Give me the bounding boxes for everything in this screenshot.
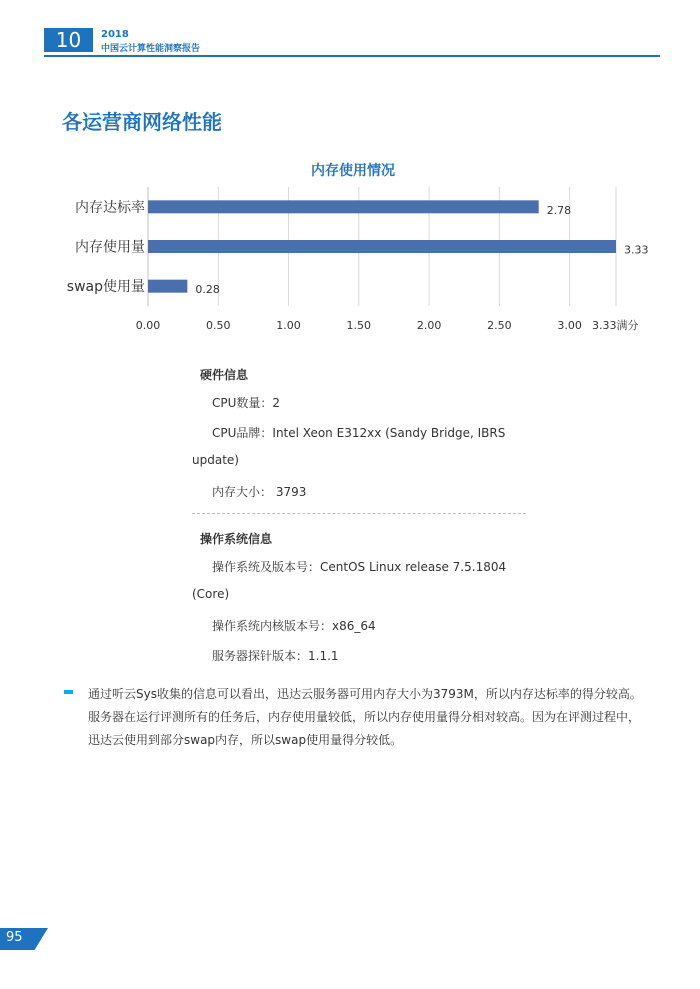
x-tick-label-1: 0.50 [206, 319, 231, 332]
header-section-number: 10 [55, 28, 82, 52]
kernel-version: 操作系统内核版本号：x86_64 [212, 619, 376, 633]
hardware-heading: 硬件信息 [200, 368, 249, 382]
x-tick-label-0: 0.00 [135, 319, 161, 332]
info-divider [192, 513, 526, 514]
x-tick-label-3: 1.50 [346, 319, 372, 332]
bullet-marker [64, 690, 73, 694]
memory-usage-chart [0, 0, 700, 340]
bar-0 [148, 200, 539, 213]
os-version-line2: (Core) [192, 587, 230, 601]
header-report-title: 中国云计算性能洞察报告 [101, 44, 201, 54]
probe-version: 服务器探针版本：1.1.1 [212, 649, 339, 663]
cpu-count: CPU数量：2 [212, 396, 281, 410]
os-version-line1: 操作系统及版本号：CentOS Linux release 7.5.1804 [212, 560, 507, 574]
value-label-2: 0.28 [195, 283, 220, 297]
category-label-1: 内存使用量 [75, 239, 145, 256]
summary-paragraph: 通过听云Sys收集的信息可以看出，迅达云服务器可用内存大小为3793M，所以内存达标率的得分较高。服务器在运行评测所有的任务后，内存使用量较低，所以内存使用量得分相对较高。因为在评测过程中，迅达云使用到部分swap内存，所以swap使用量得分较低。 [88, 687, 642, 747]
x-tick-label-4: 2.00 [416, 319, 442, 332]
x-tick-label-7: 3.33满分 [592, 319, 639, 332]
cpu-brand-line2: update) [192, 453, 239, 467]
memory-size: 内存大小： 3793 [212, 485, 307, 499]
x-tick-label-2: 1.00 [276, 319, 301, 332]
x-tick-label-5: 2.50 [487, 319, 512, 332]
x-tick-label-6: 3.00 [557, 319, 582, 332]
bar-2 [148, 280, 187, 293]
category-label-2: swap使用量 [66, 279, 145, 296]
cpu-brand-line1: CPU品牌：Intel Xeon E312xx (Sandy Bridge, IBRS [212, 426, 506, 440]
bar-1 [148, 240, 616, 253]
value-label-1: 3.33 [624, 243, 649, 257]
chart-title: 内存使用情况 [311, 163, 395, 179]
section-title: 各运营商网络性能 [62, 110, 222, 134]
footer-page-number: 95 [6, 930, 23, 945]
os-heading: 操作系统信息 [200, 532, 273, 546]
category-label-0: 内存达标率 [75, 199, 145, 216]
header-year: 2018 [101, 29, 129, 40]
value-label-0: 2.78 [546, 203, 572, 217]
